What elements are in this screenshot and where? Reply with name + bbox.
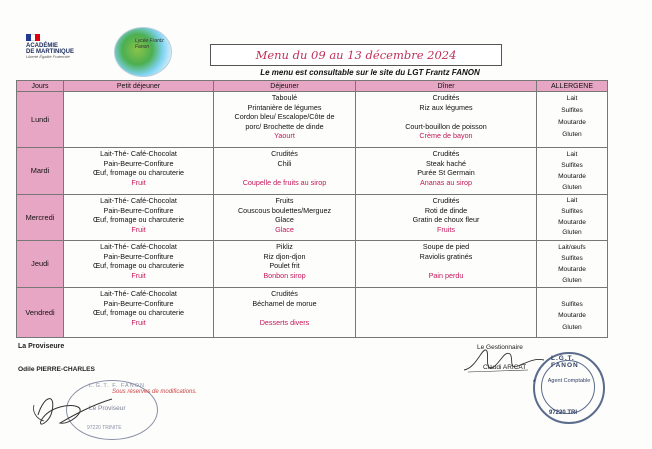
table-row	[17, 288, 608, 338]
allergen-item: Sulfites	[561, 162, 583, 169]
menu-item: Crudités	[271, 149, 298, 158]
lunch-cell	[214, 148, 356, 195]
day-cell: Mercredi	[17, 195, 64, 241]
gestionnaire-name: Claudi ARICAT	[483, 364, 527, 371]
menu-item: Crudités	[432, 149, 460, 158]
breakfast-cell	[64, 288, 214, 338]
dessert-item: Yaourt	[274, 131, 295, 141]
dessert-item: Ananas au sirop	[420, 177, 472, 187]
school-logo	[114, 27, 172, 77]
menu-item: Lait-Thé- Café-Chocolat	[100, 289, 177, 299]
menu-item: Lait-Thé- Café-Chocolat	[100, 149, 177, 158]
allergen-cell	[537, 241, 608, 288]
page-subtitle: Le menu est consultable sur le site du LGT Frantz FANON	[260, 68, 480, 77]
dinner-cell	[356, 195, 537, 241]
table-row	[17, 148, 608, 195]
allergen-item: Lait	[566, 95, 578, 102]
fruit-item: Fruit	[131, 317, 146, 327]
lunch-cell	[214, 241, 356, 288]
page-title: Menu du 09 au 13 décembre 2024	[255, 48, 457, 62]
menu-item: Riz aux légumes	[419, 102, 473, 112]
dessert-item: Crème de bayon	[419, 131, 473, 141]
table-row	[17, 195, 608, 241]
table-header-row	[17, 81, 608, 92]
breakfast-cell	[64, 148, 214, 195]
allergen-cell	[537, 92, 608, 148]
breakfast-cell	[64, 195, 214, 241]
header-allergene: ALLERGENE	[537, 81, 608, 92]
menu-item: Crudités	[432, 93, 460, 102]
menu-item: porc/ Brochette de dinde	[245, 121, 324, 131]
menu-item: Fruits	[275, 196, 294, 205]
menu-item: Court-bouillon de poisson	[405, 121, 487, 131]
day-cell: Vendredi	[17, 288, 64, 338]
dinner-cell	[356, 241, 537, 288]
school-logo-text: Lycée Frantz Fanon	[135, 38, 164, 50]
allergen-item: Moutarde	[558, 266, 586, 274]
dinner-cell	[356, 288, 537, 338]
menu-item: Poulet frit	[269, 261, 300, 271]
header-petit-dejeuner: Petit déjeuner	[64, 81, 214, 92]
menu-item: Purée St Germain	[417, 168, 475, 178]
menu-item: Soupe de pied	[422, 242, 470, 252]
dessert-item: Desserts divers	[259, 317, 310, 327]
menu-item: Pain-Beurre-Confiture	[103, 251, 174, 261]
dessert-item: Glace	[275, 224, 294, 234]
menu-item: Béchamel de morue	[252, 298, 317, 308]
header-jours: Jours	[17, 81, 64, 92]
fruit-item: Fruit	[131, 224, 146, 234]
allergen-item: Lait	[566, 151, 578, 158]
lunch-cell	[214, 92, 356, 148]
menu-item: Œuf, fromage ou charcuterie	[92, 215, 185, 225]
allergen-item: Moutarde	[558, 218, 586, 226]
dessert-item: Coupelle de fruits au sirop	[242, 177, 327, 187]
spacer	[215, 168, 354, 178]
lunch-cell	[214, 195, 356, 241]
allergen-item: Gluten	[562, 277, 582, 285]
fruit-item: Fruit	[131, 270, 146, 280]
gestionnaire-label: Le Gestionnaire	[477, 344, 523, 351]
fruit-item: Fruit	[131, 177, 146, 187]
dinner-cell	[356, 148, 537, 195]
title-box	[210, 44, 502, 66]
table-row	[17, 92, 608, 148]
menu-item: Pain-Beurre-Confiture	[103, 298, 174, 308]
menu-table	[16, 80, 608, 338]
spacer	[357, 112, 535, 122]
menu-item: Gratin de choux fleur	[412, 215, 480, 225]
spacer	[215, 308, 354, 318]
proviseur-signature-icon	[30, 385, 120, 435]
allergen-item: Lait	[566, 197, 578, 204]
menu-item: Pikliz	[276, 242, 293, 252]
allergen-item: Sulfites	[561, 207, 583, 215]
menu-item: Glace	[275, 215, 294, 225]
allergen-cell	[537, 148, 608, 195]
french-flag-icon	[26, 34, 40, 41]
allergen-item: Moutarde	[558, 312, 586, 320]
header-dejeuner: Déjeuner	[214, 81, 356, 92]
day-cell: Lundi	[17, 92, 64, 148]
allergen-item: Gluten	[562, 131, 582, 138]
lunch-cell	[214, 288, 356, 338]
stamp-right-mid: Agent Comptable	[547, 378, 591, 384]
proviseur-label: La Proviseure	[18, 343, 65, 350]
menu-item: Chili	[277, 158, 292, 168]
dinner-cell	[356, 92, 537, 148]
menu-item: Œuf, fromage ou charcuterie	[92, 168, 185, 178]
stamp-right-side: *	[533, 380, 536, 386]
allergen-item: Moutarde	[558, 119, 586, 126]
menu-item: Pain-Beurre-Confiture	[103, 158, 174, 168]
menu-item: Raviolis gratinés	[419, 251, 473, 261]
menu-item: Roti de dinde	[424, 205, 468, 215]
table-row	[17, 241, 608, 288]
spacer	[538, 289, 606, 299]
menu-item: Crudités	[432, 196, 460, 205]
dessert-item: Bonbon sirop	[263, 270, 306, 280]
allergen-cell	[537, 288, 608, 338]
menu-item: Lait-Thé- Café-Chocolat	[100, 242, 177, 252]
menu-item: Couscous boulettes/Merguez	[237, 205, 332, 215]
academy-line1: ACADÉMIE	[26, 43, 59, 49]
allergen-cell	[537, 195, 608, 241]
menu-item: Œuf, fromage ou charcuterie	[92, 261, 185, 271]
day-cell: Jeudi	[17, 241, 64, 288]
academy-motto: Liberté Égalité Fraternité	[26, 54, 70, 59]
allergen-item: Sulfites	[561, 300, 583, 308]
dessert-item: Pain perdu	[428, 270, 464, 280]
stamp-right-bottom: 97220 TRI	[549, 410, 578, 416]
menu-item: Crudités	[271, 289, 298, 299]
stamp-left-top: L.G.T. F. FANON	[89, 383, 145, 389]
allergen-item: Lait/œufs	[558, 244, 586, 252]
spacer	[357, 261, 535, 271]
stamp-right-top: L.G.T. FANON	[551, 355, 579, 369]
stamp-left-bottom: 97220 TRINITE	[87, 425, 122, 431]
allergen-item: Gluten	[562, 229, 582, 237]
menu-item: Pain-Beurre-Confiture	[103, 205, 174, 215]
allergen-item: Sulfites	[561, 107, 583, 114]
academy-line2: DE MARTINIQUE	[26, 49, 74, 55]
menu-item: Cordon bleu/ Escalope/Côte de	[234, 112, 335, 122]
stamp-left-mid: Le Proviseur	[89, 405, 126, 412]
allergen-item: Moutarde	[558, 173, 586, 180]
menu-item: Œuf, fromage ou charcuterie	[92, 308, 185, 318]
agent-comptable-stamp	[533, 352, 605, 424]
header-diner: Dîner	[356, 81, 537, 92]
menu-item: Taboulé	[271, 93, 298, 102]
breakfast-cell	[64, 92, 214, 148]
menu-item: Steak haché	[426, 158, 466, 168]
allergen-item: Sulfites	[561, 255, 583, 263]
allergen-item: Gluten	[562, 184, 582, 191]
dessert-item: Fruits	[437, 224, 455, 234]
breakfast-cell	[64, 241, 214, 288]
menu-item: Printanière de légumes	[247, 102, 322, 112]
menu-item: Lait-Thé- Café-Chocolat	[100, 196, 177, 205]
academy-logo	[26, 34, 106, 60]
menu-item: Riz djon-djon	[263, 251, 306, 261]
reserve-note: Sous réserves de modifications.	[112, 389, 198, 395]
proviseur-name: Odile PIERRE-CHARLES	[18, 366, 95, 373]
day-cell: Mardi	[17, 148, 64, 195]
allergen-item: Gluten	[562, 323, 582, 331]
